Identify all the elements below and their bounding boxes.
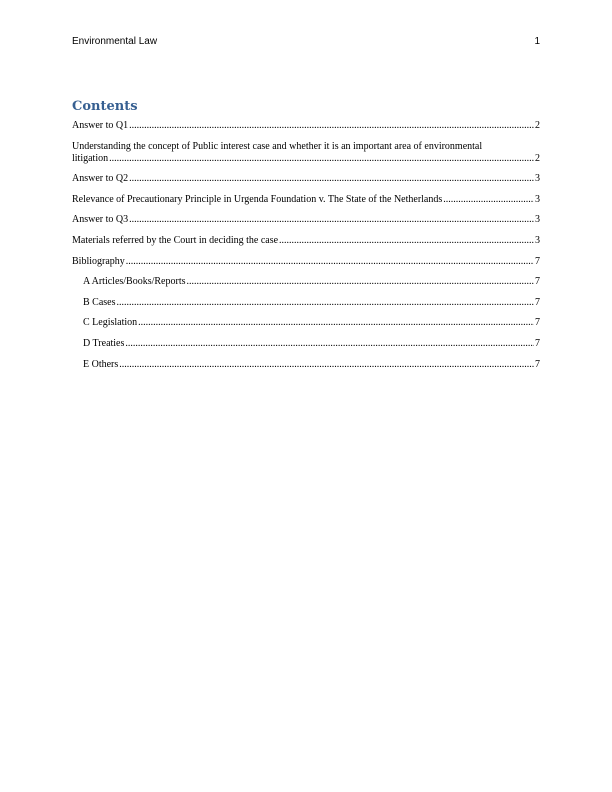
toc-entry-label: D Treaties — [83, 337, 125, 349]
toc-entry-page: 2 — [535, 120, 540, 131]
header-title: Environmental Law — [72, 36, 158, 47]
toc-entry-cases[interactable] — [72, 297, 540, 309]
header-page-number: 1 — [534, 36, 540, 47]
toc-leader-dots — [443, 194, 534, 206]
toc-entry-page: 3 — [535, 193, 540, 205]
toc-leader-dots — [129, 120, 534, 132]
toc-leader-dots — [109, 153, 534, 165]
toc-entry-label: E Others — [83, 358, 119, 370]
toc-entry-bibliography[interactable] — [72, 256, 540, 268]
toc-entry-page: 7 — [535, 296, 540, 308]
toc-leader-dots — [117, 297, 535, 309]
toc-entry-page: 7 — [535, 317, 540, 329]
toc-entry-label: C Legislation — [83, 317, 138, 329]
toc-entry-page: 7 — [535, 276, 540, 288]
toc-entry-label: A Articles/Books/Reports — [83, 276, 186, 288]
toc-entry-label-line2: litigation — [72, 152, 109, 164]
toc-entry-articles-books[interactable] — [72, 276, 540, 288]
toc-entry-page: 3 — [535, 214, 540, 226]
toc-entry-page: 7 — [535, 255, 540, 267]
toc-entry-label: Answer to Q3 — [72, 214, 129, 226]
toc-entry-legislation[interactable] — [72, 317, 540, 329]
toc-heading: Contents — [72, 99, 138, 114]
toc-entry-precautionary-principle[interactable] — [72, 194, 540, 206]
toc-leader-dots — [187, 276, 535, 288]
toc-entry-materials-referred[interactable] — [72, 235, 540, 247]
toc-entry-label: Answer to Q2 — [72, 173, 129, 185]
toc-entry-answer-q1[interactable] — [72, 120, 540, 132]
toc-entry-label: B Cases — [83, 296, 116, 308]
toc-entry-label-line1: Understanding the concept of Public interest case and whether it is an important area of environmental — [72, 140, 483, 152]
toc-leader-dots — [126, 256, 534, 268]
toc-entry-page: 2 — [535, 152, 540, 164]
toc-leader-dots — [119, 359, 534, 371]
toc-entry-page: 7 — [535, 358, 540, 370]
toc-leader-dots — [125, 338, 534, 350]
toc-entry-label: Answer to Q1 — [72, 120, 129, 131]
toc-entry-answer-q2[interactable] — [72, 173, 540, 185]
page-header — [72, 36, 540, 50]
toc-leader-dots — [279, 235, 534, 247]
toc-entry-treaties[interactable] — [72, 338, 540, 350]
toc-entry-page: 7 — [535, 337, 540, 349]
table-of-contents — [72, 98, 540, 379]
toc-leader-dots — [138, 317, 534, 329]
toc-entry-answer-q3[interactable] — [72, 214, 540, 226]
toc-entry-page: 3 — [535, 234, 540, 246]
toc-entry-label: Bibliography — [72, 255, 125, 267]
toc-leader-dots — [129, 173, 534, 185]
toc-entry-page: 3 — [535, 173, 540, 185]
toc-entry-label: Relevance of Precautionary Principle in Urgenda Foundation v. The State of the Netherlands — [72, 193, 443, 205]
toc-entry-line2 — [72, 153, 540, 165]
toc-entry-others[interactable] — [72, 359, 540, 371]
toc-leader-dots — [129, 214, 534, 226]
toc-entry-public-interest[interactable] — [72, 141, 540, 165]
toc-entry-label: Materials referred by the Court in deciding the case — [72, 234, 279, 246]
